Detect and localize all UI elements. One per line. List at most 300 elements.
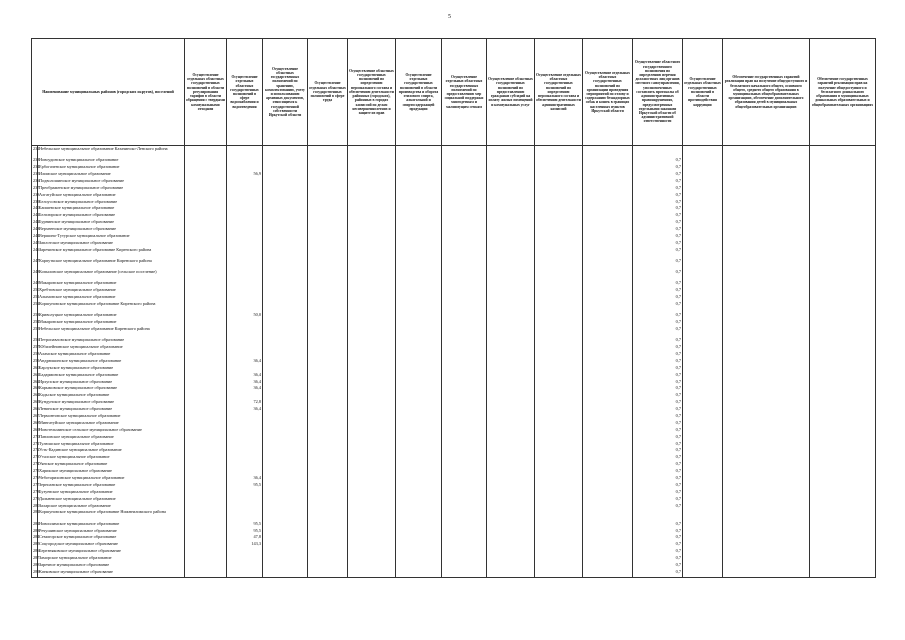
cell-col-5 — [348, 393, 396, 400]
cell-col-12 — [683, 220, 723, 227]
cell-col-12 — [683, 497, 723, 504]
cell-col-10 — [583, 193, 633, 200]
cell-col-4 — [308, 400, 348, 407]
cell-col-1 — [185, 295, 227, 302]
row-number: 253 — [32, 313, 38, 320]
cell-col-9 — [535, 462, 583, 469]
cell-col-10 — [583, 241, 633, 248]
cell-col-1 — [185, 380, 227, 387]
cell-col-1 — [185, 288, 227, 295]
cell-col-13 — [723, 200, 810, 207]
cell-col-8 — [487, 146, 535, 159]
cell-col-7 — [442, 563, 487, 570]
cell-col-7 — [442, 179, 487, 186]
cell-col-12 — [683, 542, 723, 549]
cell-col-12 — [683, 302, 723, 313]
cell-col-10 — [583, 414, 633, 421]
cell-col-7 — [442, 146, 487, 159]
cell-col-13 — [723, 220, 810, 227]
cell-col-13 — [723, 158, 810, 165]
municipality-name: Лермонтовское муниципальное образование — [38, 414, 185, 421]
cell-col-14 — [810, 490, 876, 497]
table-row — [32, 542, 876, 549]
cell-col-7 — [442, 320, 487, 327]
cell-col-10 — [583, 206, 633, 213]
row-number: 263 — [32, 386, 38, 393]
cell-protocols: 0,7 — [633, 435, 683, 442]
cell-col-10 — [583, 504, 633, 511]
cell-water-supply — [227, 462, 263, 469]
cell-col-8 — [487, 172, 535, 179]
cell-col-5 — [348, 510, 396, 521]
cell-col-1 — [185, 359, 227, 366]
row-number: 245 — [32, 241, 38, 248]
cell-col-1 — [185, 455, 227, 462]
cell-col-1 — [185, 172, 227, 179]
table-row — [32, 146, 876, 159]
cell-col-10 — [583, 455, 633, 462]
cell-col-3 — [263, 158, 308, 165]
cell-col-6 — [396, 455, 442, 462]
cell-col-4 — [308, 556, 348, 563]
cell-protocols: 0,7 — [633, 414, 683, 421]
cell-water-supply: 36,4 — [227, 373, 263, 380]
cell-col-9 — [535, 295, 583, 302]
cell-col-7 — [442, 400, 487, 407]
cell-col-12 — [683, 179, 723, 186]
cell-col-12 — [683, 352, 723, 359]
cell-col-4 — [308, 483, 348, 490]
municipality-name: Криволуцкое муниципальное образование — [38, 313, 185, 320]
cell-protocols: 0,7 — [633, 535, 683, 542]
cell-col-1 — [185, 428, 227, 435]
cell-col-6 — [396, 462, 442, 469]
cell-water-supply — [227, 320, 263, 327]
cell-col-6 — [396, 281, 442, 288]
cell-col-7 — [442, 288, 487, 295]
cell-protocols — [633, 146, 683, 159]
row-number: 261 — [32, 373, 38, 380]
cell-col-14 — [810, 563, 876, 570]
municipality-name: Павловское муниципальное образование — [38, 435, 185, 442]
header-col-9: Осуществление отдельных областных государственных полномочий по определению персонального состава и обеспечению деятельности административных комиссий — [535, 39, 583, 146]
cell-protocols: 0,7 — [633, 241, 683, 248]
row-number: 284 — [32, 535, 38, 542]
cell-col-3 — [263, 407, 308, 414]
cell-col-3 — [263, 504, 308, 511]
cell-col-4 — [308, 455, 348, 462]
cell-col-1 — [185, 393, 227, 400]
cell-col-3 — [263, 165, 308, 172]
row-number: 254 — [32, 320, 38, 327]
table-row — [32, 490, 876, 497]
cell-water-supply — [227, 288, 263, 295]
cell-col-7 — [442, 428, 487, 435]
cell-col-13 — [723, 248, 810, 259]
cell-col-9 — [535, 570, 583, 577]
municipality-name: Семигорское муниципальное образование — [38, 535, 185, 542]
cell-col-3 — [263, 345, 308, 352]
cell-col-9 — [535, 504, 583, 511]
cell-col-4 — [308, 490, 348, 497]
cell-col-3 — [263, 179, 308, 186]
cell-col-12 — [683, 380, 723, 387]
table-row — [32, 302, 876, 313]
row-number: 242 — [32, 220, 38, 227]
cell-col-4 — [308, 158, 348, 165]
cell-col-4 — [308, 327, 348, 338]
cell-col-3 — [263, 200, 308, 207]
cell-col-14 — [810, 542, 876, 549]
cell-col-1 — [185, 510, 227, 521]
row-number: 243 — [32, 227, 38, 234]
cell-col-6 — [396, 476, 442, 483]
cell-col-5 — [348, 435, 396, 442]
cell-col-8 — [487, 414, 535, 421]
cell-col-6 — [396, 248, 442, 259]
municipality-name: Заморское муниципальное образование — [38, 556, 185, 563]
cell-col-10 — [583, 435, 633, 442]
cell-col-3 — [263, 455, 308, 462]
municipality-name: Аламское муниципальное образование — [38, 352, 185, 359]
cell-col-12 — [683, 227, 723, 234]
municipality-name: Заплотское муниципальное образование — [38, 241, 185, 248]
table-row — [32, 158, 876, 165]
cell-col-8 — [487, 320, 535, 327]
cell-col-4 — [308, 497, 348, 504]
cell-col-1 — [185, 366, 227, 373]
cell-col-7 — [442, 220, 487, 227]
cell-col-4 — [308, 206, 348, 213]
cell-col-6 — [396, 448, 442, 455]
cell-col-5 — [348, 320, 396, 327]
cell-col-14 — [810, 469, 876, 476]
row-number: 272 — [32, 448, 38, 455]
cell-col-3 — [263, 206, 308, 213]
cell-col-4 — [308, 172, 348, 179]
table-row — [32, 448, 876, 455]
cell-col-4 — [308, 386, 348, 393]
cell-col-7 — [442, 448, 487, 455]
cell-col-4 — [308, 510, 348, 521]
row-number: 247 — [32, 259, 38, 270]
cell-col-7 — [442, 295, 487, 302]
cell-col-13 — [723, 421, 810, 428]
cell-col-13 — [723, 393, 810, 400]
cell-col-5 — [348, 338, 396, 345]
table-row — [32, 529, 876, 536]
cell-water-supply — [227, 193, 263, 200]
cell-col-8 — [487, 549, 535, 556]
cell-col-6 — [396, 259, 442, 270]
cell-water-supply — [227, 435, 263, 442]
cell-protocols: 0,7 — [633, 359, 683, 366]
cell-col-14 — [810, 407, 876, 414]
cell-col-10 — [583, 327, 633, 338]
cell-col-1 — [185, 220, 227, 227]
cell-col-3 — [263, 393, 308, 400]
row-number: 235 — [32, 172, 38, 179]
cell-col-14 — [810, 386, 876, 393]
municipality-name: Белоусовское муниципальное образование — [38, 200, 185, 207]
cell-protocols: 0,7 — [633, 220, 683, 227]
municipality-name: Юбилейнинское муниципальное образование — [38, 345, 185, 352]
row-number: 278 — [32, 490, 38, 497]
cell-col-14 — [810, 158, 876, 165]
cell-col-13 — [723, 345, 810, 352]
municipality-name: Бурнинское муниципальное образование — [38, 220, 185, 227]
cell-col-12 — [683, 455, 723, 462]
cell-col-7 — [442, 510, 487, 521]
cell-col-8 — [487, 338, 535, 345]
cell-col-9 — [535, 366, 583, 373]
cell-col-12 — [683, 165, 723, 172]
row-number: 250 — [32, 288, 38, 295]
cell-col-3 — [263, 172, 308, 179]
cell-col-14 — [810, 359, 876, 366]
cell-col-3 — [263, 373, 308, 380]
cell-col-10 — [583, 158, 633, 165]
cell-col-4 — [308, 421, 348, 428]
municipality-name: Ленинское муниципальное образование — [38, 407, 185, 414]
municipality-name: Хребтовское муниципальное образование — [38, 288, 185, 295]
cell-col-6 — [396, 373, 442, 380]
cell-col-8 — [487, 248, 535, 259]
cell-col-7 — [442, 206, 487, 213]
cell-col-14 — [810, 380, 876, 387]
cell-col-8 — [487, 158, 535, 165]
cell-water-supply — [227, 234, 263, 241]
cell-col-3 — [263, 366, 308, 373]
row-number: 289 — [32, 570, 38, 577]
cell-col-5 — [348, 414, 396, 421]
cell-col-3 — [263, 428, 308, 435]
cell-col-13 — [723, 165, 810, 172]
cell-protocols: 0,7 — [633, 179, 683, 186]
cell-water-supply — [227, 442, 263, 449]
cell-col-5 — [348, 146, 396, 159]
cell-col-8 — [487, 295, 535, 302]
cell-col-1 — [185, 165, 227, 172]
municipality-name: Соцгородское муниципальное образование — [38, 542, 185, 549]
cell-col-1 — [185, 248, 227, 259]
cell-col-13 — [723, 407, 810, 414]
cell-col-14 — [810, 234, 876, 241]
cell-col-12 — [683, 428, 723, 435]
row-number: 275 — [32, 469, 38, 476]
cell-col-5 — [348, 563, 396, 570]
table-row — [32, 206, 876, 213]
cell-protocols: 0,7 — [633, 522, 683, 529]
cell-col-8 — [487, 570, 535, 577]
row-number: 238 — [32, 193, 38, 200]
cell-col-4 — [308, 448, 348, 455]
cell-col-10 — [583, 359, 633, 366]
cell-col-3 — [263, 556, 308, 563]
cell-col-6 — [396, 146, 442, 159]
table-row — [32, 435, 876, 442]
cell-col-12 — [683, 327, 723, 338]
cell-col-4 — [308, 504, 348, 511]
cell-col-13 — [723, 556, 810, 563]
table-row — [32, 281, 876, 288]
municipality-name: Заларское муниципальное образование — [38, 504, 185, 511]
cell-col-10 — [583, 563, 633, 570]
municipality-name: Алгатуйское муниципальное образование — [38, 193, 185, 200]
cell-col-14 — [810, 248, 876, 259]
cell-col-10 — [583, 213, 633, 220]
cell-col-8 — [487, 462, 535, 469]
table-row — [32, 455, 876, 462]
cell-protocols: 0,7 — [633, 563, 683, 570]
cell-col-9 — [535, 200, 583, 207]
cell-col-12 — [683, 556, 723, 563]
cell-col-9 — [535, 556, 583, 563]
cell-water-supply: 36,4 — [227, 380, 263, 387]
table-row — [32, 259, 876, 270]
municipality-name: Карымовское муниципальное образование — [38, 386, 185, 393]
cell-water-supply — [227, 421, 263, 428]
cell-col-8 — [487, 421, 535, 428]
cell-col-14 — [810, 302, 876, 313]
cell-col-5 — [348, 469, 396, 476]
cell-col-10 — [583, 510, 633, 521]
cell-col-13 — [723, 455, 810, 462]
cell-col-13 — [723, 483, 810, 490]
cell-col-7 — [442, 556, 487, 563]
cell-col-7 — [442, 352, 487, 359]
cell-protocols: 0,7 — [633, 469, 683, 476]
cell-col-12 — [683, 313, 723, 320]
cell-col-12 — [683, 270, 723, 281]
cell-col-7 — [442, 435, 487, 442]
cell-col-5 — [348, 200, 396, 207]
cell-col-13 — [723, 386, 810, 393]
cell-col-6 — [396, 172, 442, 179]
municipality-name: Дальневское муниципальное образование — [38, 497, 185, 504]
cell-col-8 — [487, 288, 535, 295]
header-col-8: Осуществление областных государственных полномочий по предоставлению гражданам субсидий на оплату жилых помещений и коммунальных услуг — [487, 39, 535, 146]
cell-col-12 — [683, 442, 723, 449]
cell-col-4 — [308, 393, 348, 400]
municipality-name: Баишевское муниципальное образование — [38, 206, 185, 213]
cell-col-10 — [583, 227, 633, 234]
cell-col-14 — [810, 338, 876, 345]
row-number: 264 — [32, 393, 38, 400]
cell-col-9 — [535, 535, 583, 542]
cell-water-supply — [227, 327, 263, 338]
cell-col-5 — [348, 428, 396, 435]
cell-col-3 — [263, 338, 308, 345]
municipality-name: Речушинское муниципальное образование — [38, 529, 185, 536]
cell-water-supply — [227, 563, 263, 570]
cell-water-supply — [227, 338, 263, 345]
cell-col-6 — [396, 213, 442, 220]
cell-col-12 — [683, 288, 723, 295]
cell-col-4 — [308, 227, 348, 234]
cell-col-5 — [348, 158, 396, 165]
cell-water-supply — [227, 549, 263, 556]
header-col-3: Осуществление областных государственных полномочий по хранению, комплектованию, учету и использованию архивных документов, относящихся к государственной собственности Иркутской области — [263, 39, 308, 146]
cell-col-6 — [396, 193, 442, 200]
cell-col-5 — [348, 270, 396, 281]
cell-col-12 — [683, 563, 723, 570]
row-number: 237 — [32, 186, 38, 193]
cell-water-supply: 143,3 — [227, 542, 263, 549]
cell-col-10 — [583, 556, 633, 563]
cell-col-5 — [348, 234, 396, 241]
cell-col-3 — [263, 313, 308, 320]
cell-col-10 — [583, 542, 633, 549]
cell-water-supply — [227, 200, 263, 207]
cell-col-7 — [442, 327, 487, 338]
table-header-row — [32, 39, 876, 146]
cell-col-12 — [683, 448, 723, 455]
cell-col-6 — [396, 407, 442, 414]
cell-col-12 — [683, 146, 723, 159]
cell-water-supply — [227, 497, 263, 504]
cell-col-1 — [185, 373, 227, 380]
cell-protocols: 0,7 — [633, 295, 683, 302]
transfers-table — [31, 38, 876, 578]
cell-col-6 — [396, 421, 442, 428]
cell-col-4 — [308, 313, 348, 320]
cell-col-8 — [487, 386, 535, 393]
cell-col-9 — [535, 338, 583, 345]
cell-water-supply — [227, 186, 263, 193]
cell-col-12 — [683, 549, 723, 556]
cell-col-14 — [810, 288, 876, 295]
cell-col-14 — [810, 179, 876, 186]
cell-col-13 — [723, 529, 810, 536]
cell-col-6 — [396, 366, 442, 373]
cell-col-14 — [810, 549, 876, 556]
header-col-7: Осуществление отдельных областных государственных полномочий по предоставлению мер социальной поддержки многодетным и малоимущим семьям — [442, 39, 487, 146]
cell-col-6 — [396, 542, 442, 549]
table-row — [32, 497, 876, 504]
cell-col-5 — [348, 455, 396, 462]
cell-protocols: 0,7 — [633, 542, 683, 549]
row-number: 283 — [32, 529, 38, 536]
cell-col-14 — [810, 421, 876, 428]
cell-col-1 — [185, 462, 227, 469]
cell-col-7 — [442, 259, 487, 270]
cell-col-12 — [683, 510, 723, 521]
cell-col-14 — [810, 455, 876, 462]
cell-col-9 — [535, 165, 583, 172]
cell-col-4 — [308, 200, 348, 207]
table-row — [32, 320, 876, 327]
row-number: 260 — [32, 366, 38, 373]
cell-col-3 — [263, 234, 308, 241]
cell-col-3 — [263, 302, 308, 313]
cell-col-8 — [487, 259, 535, 270]
cell-col-5 — [348, 220, 396, 227]
cell-col-8 — [487, 504, 535, 511]
row-number: 280 — [32, 504, 38, 511]
cell-col-9 — [535, 193, 583, 200]
cell-col-13 — [723, 206, 810, 213]
cell-col-10 — [583, 281, 633, 288]
cell-protocols: 0,7 — [633, 259, 683, 270]
cell-col-6 — [396, 400, 442, 407]
cell-col-10 — [583, 380, 633, 387]
cell-water-supply — [227, 213, 263, 220]
cell-protocols: 0,7 — [633, 165, 683, 172]
cell-col-9 — [535, 345, 583, 352]
cell-col-7 — [442, 421, 487, 428]
cell-col-5 — [348, 227, 396, 234]
